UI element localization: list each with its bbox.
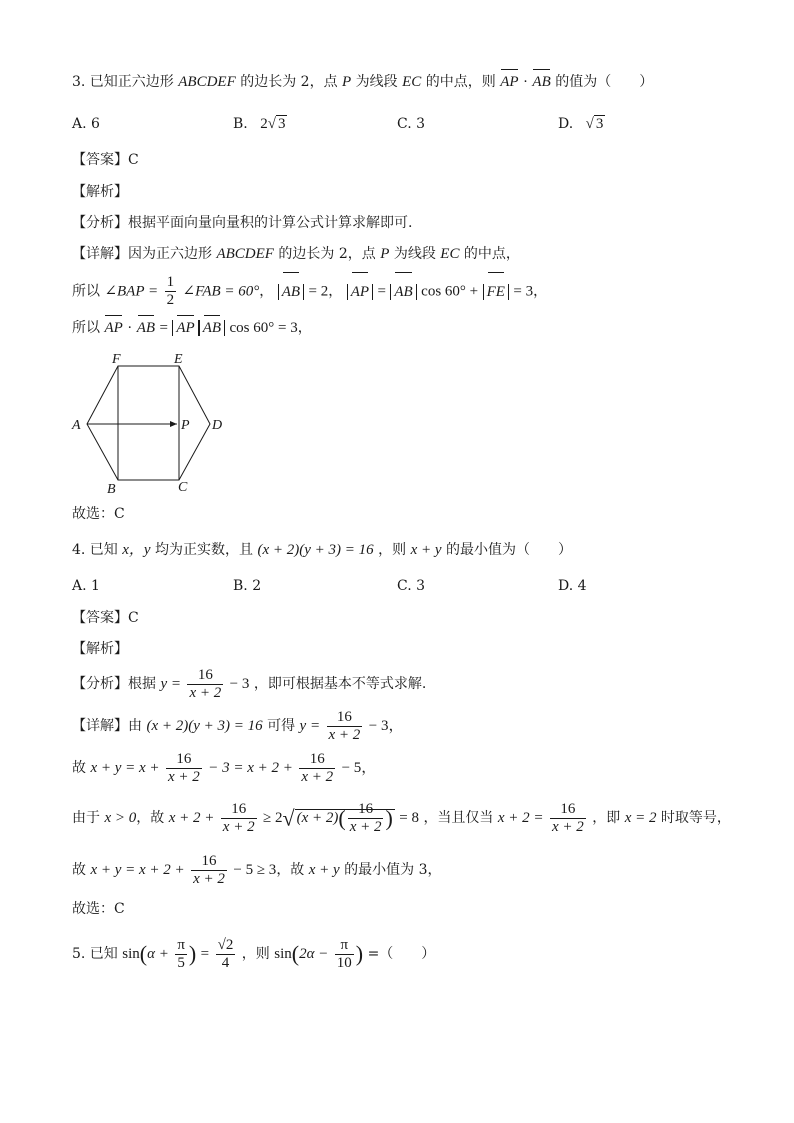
frac-den: x + 2: [193, 870, 225, 887]
fraction-16-over-x2: [327, 709, 363, 744]
vec-fe: FE: [487, 275, 505, 309]
point-label-p: P: [181, 418, 190, 433]
q3-option-b-label: B.: [233, 116, 248, 132]
q3-derivation-line2: [72, 318, 312, 338]
q3-option-b: [233, 114, 287, 134]
vec-ab: AB: [202, 320, 222, 336]
q4-lhs: x + y = x +: [90, 760, 160, 776]
fraction-16-over-x2: [550, 801, 586, 836]
frac-den: x + 2: [222, 818, 255, 835]
frac-num: 16: [299, 751, 335, 769]
q4-x-eq-2: x = 2: [624, 810, 657, 826]
eq: =: [159, 320, 168, 336]
q3-fenxi: 【分析】根据平面向量向量积的计算公式计算求解即可.: [72, 215, 413, 231]
angle-fab: ∠FAB = 60°: [182, 283, 260, 300]
minus-5: − 5，: [341, 760, 377, 776]
rad-x2: (x + 2): [296, 810, 339, 826]
comma: ，: [259, 283, 274, 300]
q4-stem-text: 4. 已知: [72, 542, 118, 558]
q4-text: 的最小值为 3，: [344, 862, 442, 878]
q4-x-plus-y: x + y: [308, 862, 340, 878]
gu-text: 故: [72, 760, 86, 776]
q4-option-b: B. 2: [233, 578, 262, 594]
q4-stem-text: 的最小值为（ ）: [445, 542, 572, 558]
q3-option-a-label: A. 6: [72, 116, 100, 132]
q3-hexagon-name: ABCDEF: [178, 74, 236, 90]
q4-y-eq: y =: [160, 676, 181, 692]
q4-xiangjie-line2: [72, 748, 376, 788]
q3-option-a: [72, 114, 100, 134]
vertex-label-d: D: [212, 418, 223, 433]
frac-num: 1: [166, 274, 175, 290]
eq-3: = 3: [513, 283, 534, 300]
q4-fenxi-text: ，即可根据基本不等式求解.: [253, 676, 427, 692]
frac-den: x + 2: [328, 726, 361, 743]
q3-stem-text: 的中点，则: [425, 74, 496, 90]
q3-option-c: [397, 114, 425, 134]
sin: sin: [274, 946, 292, 962]
fraction-pi-over-5: [175, 937, 187, 972]
ge-2: ≥ 2: [263, 810, 283, 826]
vec-ab: AB: [394, 275, 412, 309]
q4-answer: 【答案】C: [72, 610, 139, 626]
q4-condition: (x + 2)(y + 3) = 16: [146, 718, 263, 734]
suoyi-text: 所以: [72, 320, 100, 336]
comma: ，: [328, 283, 343, 300]
q3-answer: 【答案】C: [72, 152, 139, 168]
frac-num: 16: [221, 801, 257, 819]
frac-num: 16: [187, 667, 223, 685]
frac-den: 2: [166, 292, 175, 308]
q4-text: ，当且仅当: [423, 810, 494, 826]
q3-option-c-label: C. 3: [397, 116, 426, 132]
vec-ab: AB: [282, 275, 300, 309]
fraction-half: [165, 274, 177, 309]
q3-stem-text: 为线段: [355, 74, 398, 90]
q3-option-d-rad: 3: [595, 116, 604, 132]
q3-hexagon-name: ABCDEF: [216, 246, 274, 262]
q4-x-plus-y: x + y: [410, 542, 442, 558]
q4-stem-text: 均为正实数，且: [155, 542, 254, 558]
eq-8: = 8: [399, 810, 419, 826]
q3-xiangjie-text: 【详解】因为正六边形: [72, 246, 212, 262]
q3-choose: 故选：C: [72, 506, 125, 522]
q5-stem-text: =（ ）: [367, 946, 436, 962]
alpha-plus: α +: [147, 946, 169, 962]
q3-segment-ec: EC: [402, 74, 422, 90]
sqrt-icon: √ (x + 2)( $\frac{16}{x + 2}$ ): [282, 801, 393, 836]
q3-xiangjie-text: 为线段: [393, 246, 436, 262]
fraction-16-over-x2: [221, 801, 257, 836]
q4-condition: (x + 2)(y + 3) = 16: [257, 542, 374, 558]
q4-xy: x，y: [122, 542, 151, 558]
minus-3: − 3: [229, 676, 250, 692]
q4-lhs: x + y = x + 2 +: [90, 862, 185, 878]
q4-text: 由于: [72, 810, 100, 826]
q4-text: ，故: [276, 862, 305, 878]
q3-analysis-tag: 【解析】: [72, 184, 128, 200]
frac-num: 16: [191, 853, 227, 871]
q3-vector-ab: AB: [532, 74, 551, 90]
frac-den: x + 2: [189, 684, 222, 701]
cos60: cos 60° +: [421, 283, 479, 300]
q4-xj-text: 可得: [267, 718, 296, 734]
eq: =: [200, 946, 210, 962]
vec-ap: AP: [351, 275, 369, 309]
q3-option-d-label: D.: [558, 116, 574, 132]
frac-num: 16: [166, 751, 202, 769]
q4-option-c: C. 3: [397, 578, 426, 594]
hexagon-figure: [66, 352, 236, 502]
frac-den: x + 2: [349, 819, 382, 836]
q5-stem-text: ，则: [241, 946, 270, 962]
fraction-16-over-x2: [187, 667, 223, 702]
q3-option-b-value: 2: [260, 116, 268, 132]
comma: ，: [297, 320, 312, 336]
q4-text: 时取等号，: [660, 810, 731, 826]
minus-3: − 3，: [368, 718, 404, 734]
frac-den: x + 2: [301, 768, 334, 785]
q3-vector-ap: AP: [500, 74, 519, 90]
vertex-label-a: A: [72, 418, 81, 433]
q4-x-gt-0: x > 0: [104, 810, 137, 826]
q3-derivation-line1: [72, 274, 547, 309]
q4-x2-eq: x + 2 =: [497, 810, 544, 826]
q5-stem-text: 5. 已知: [72, 946, 118, 962]
comma: ，: [533, 283, 548, 300]
frac-den: 5: [177, 954, 185, 971]
q5-stem: 5. 已知 sin(α + $\frac{\pi}{5}$ ) = $\frac{√2}{4}$ ，则 sin(2α − $\frac{\pi}{10}$ ) =（ ）: [72, 936, 436, 971]
fraction-pi-over-10: [335, 937, 354, 972]
q3-xiangjie-text: 的中点，: [463, 246, 520, 262]
suoyi-text: 所以: [72, 283, 100, 300]
sqrt2-val: 2: [225, 936, 234, 953]
q4-analysis-tag: 【解析】: [72, 641, 128, 657]
fraction-16-over-x2: [166, 751, 202, 786]
q4-xj-text: 【详解】由: [72, 718, 142, 734]
q4-y-eq: y =: [299, 718, 321, 734]
fraction-sqrt2-over-4: [216, 937, 236, 972]
vec-ap: AP: [104, 320, 123, 336]
vertex-label-e: E: [174, 352, 183, 367]
q3-xiangjie: [72, 244, 520, 264]
sin: sin: [122, 946, 140, 962]
q3-stem-text: 的边长为 2，点: [240, 74, 338, 90]
frac-num: 16: [327, 709, 363, 727]
q3-option-d: [558, 114, 605, 134]
frac-num: π: [177, 936, 185, 953]
frac-den: 10: [336, 954, 352, 971]
q3-dot: ·: [522, 74, 528, 90]
vec-ab: AB: [136, 320, 156, 336]
q4-xiangjie-line4: [72, 850, 442, 890]
q3-option-b-rad: 3: [277, 116, 286, 132]
q4-mid: − 3 = x + 2 +: [208, 760, 293, 776]
fraction-16-over-x2: [191, 853, 227, 888]
q4-option-a: A. 1: [72, 578, 100, 594]
frac-num: 16: [348, 801, 384, 819]
q3-stem-text: 的值为（ ）: [555, 74, 654, 90]
q4-text: ，即: [592, 810, 621, 826]
vertex-label-c: C: [178, 480, 188, 495]
cos60-result: cos 60° = 3: [229, 320, 298, 336]
dot: ·: [127, 320, 133, 336]
q4-option-d: D. 4: [558, 578, 587, 594]
vec-ap: AP: [176, 320, 195, 336]
q4-fenxi: [72, 664, 426, 704]
frac-den: 4: [221, 954, 230, 971]
q3-stem: [72, 72, 653, 92]
q4-x2: x + 2 +: [168, 810, 215, 826]
vertex-label-b: B: [107, 482, 116, 497]
q3-xiangjie-text: 的边长为 2，点: [278, 246, 376, 262]
q4-stem: [72, 540, 572, 560]
q4-ge-3: − 5 ≥ 3: [233, 862, 277, 878]
sqrt-icon: √ 3: [585, 116, 604, 132]
eq: =: [377, 283, 386, 300]
frac-den: x + 2: [552, 818, 584, 835]
q3-stem-text: 3. 已知正六边形: [72, 74, 174, 90]
frac-num: 16: [550, 801, 586, 819]
eq-2: = 2: [308, 283, 329, 300]
gu-text: 故: [72, 862, 86, 878]
hexagon-outline: [87, 366, 210, 480]
sqrt-icon: √: [217, 936, 226, 953]
two-alpha-minus: 2α −: [299, 946, 329, 962]
fraction-16-over-x2: [299, 751, 335, 786]
frac-den: x + 2: [168, 768, 200, 785]
q4-fenxi-text: 【分析】根据: [72, 676, 156, 692]
frac-num: π: [335, 937, 354, 955]
q3-segment-ec: EC: [440, 246, 460, 262]
q4-text: ，故: [136, 810, 165, 826]
sqrt-icon: √ 3: [267, 116, 286, 132]
angle-bap: ∠BAP =: [104, 283, 159, 300]
q4-xiangjie-line1: [72, 706, 403, 746]
q3-point-p: P: [342, 74, 352, 90]
q4-xiangjie-line3: [72, 796, 731, 841]
q4-choose: 故选：C: [72, 901, 125, 917]
q4-stem-text: ，则: [378, 542, 407, 558]
vertex-label-f: F: [112, 352, 121, 367]
q3-point-p: P: [380, 246, 390, 262]
